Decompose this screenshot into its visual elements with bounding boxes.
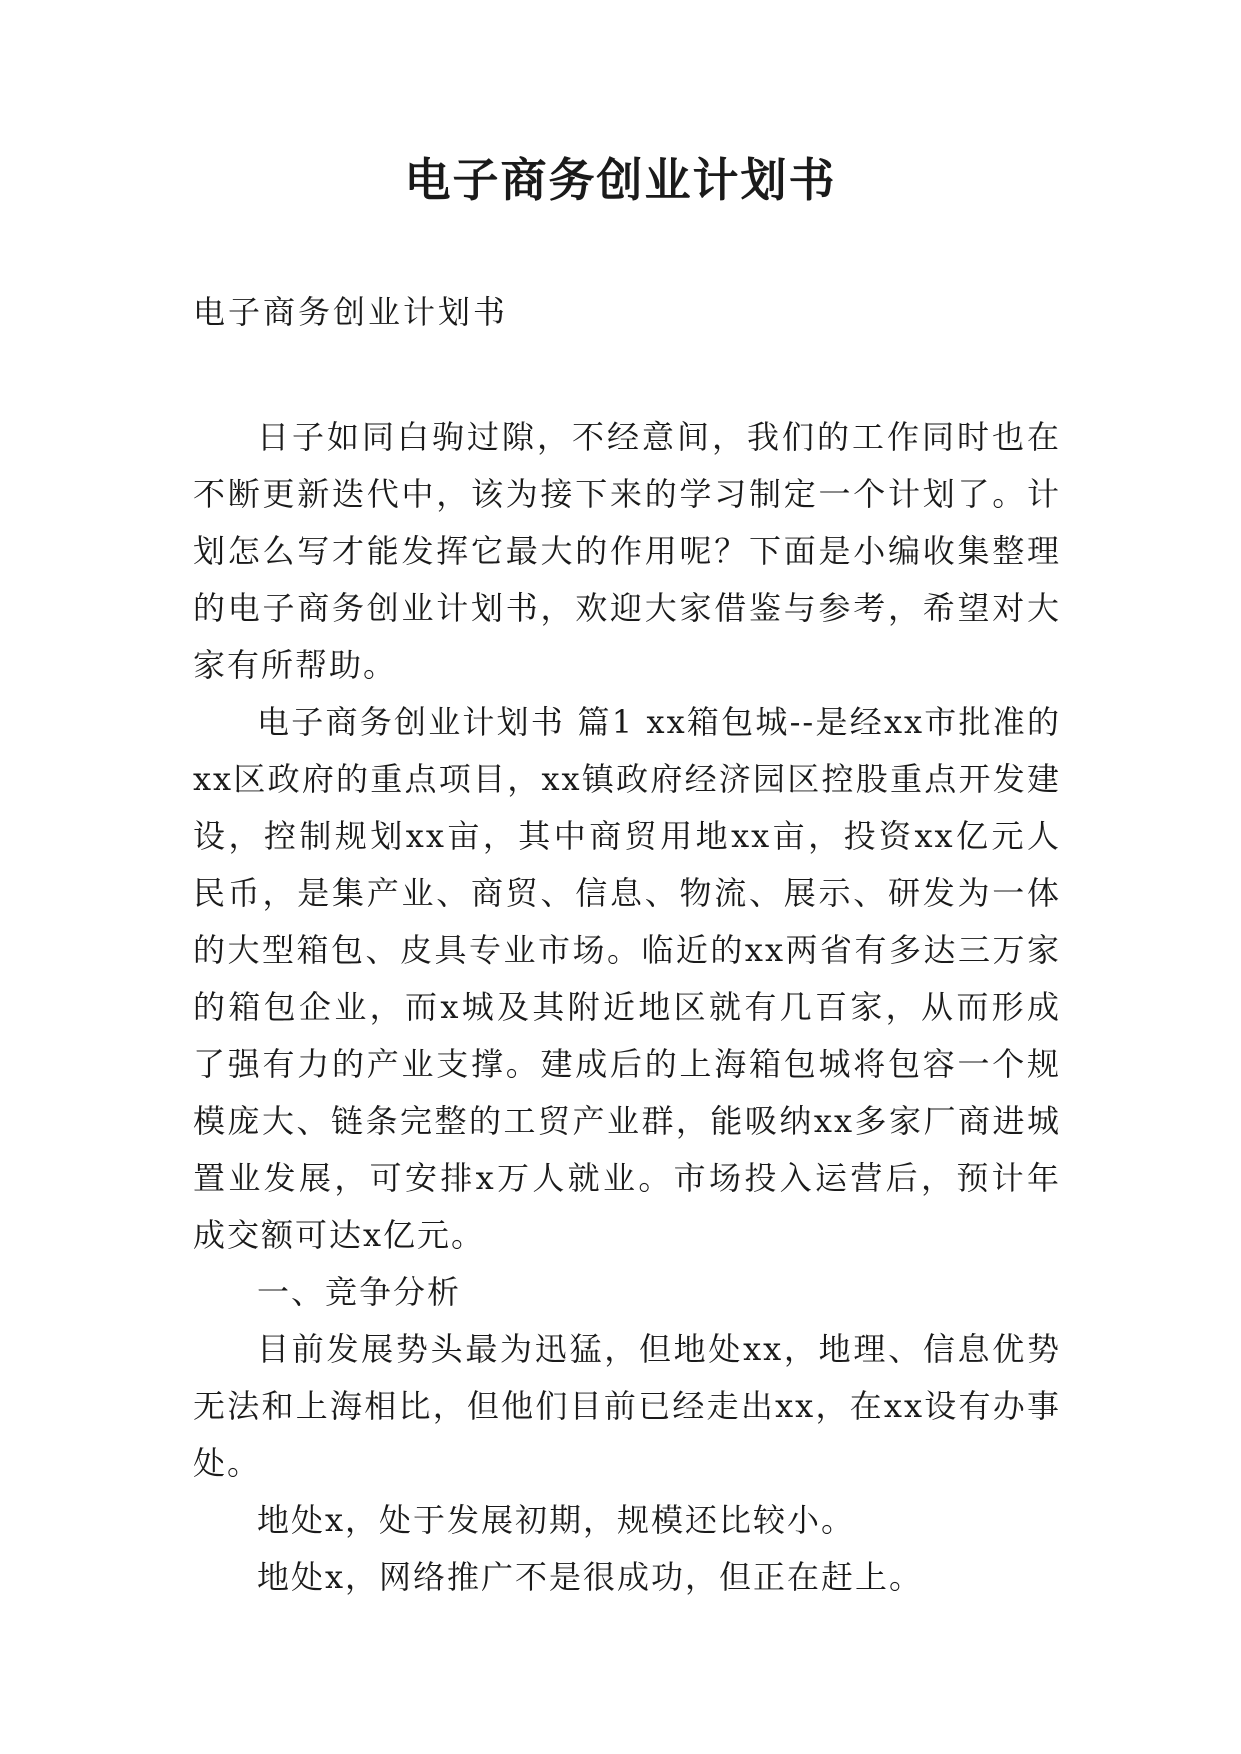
document-body — [193, 409, 1061, 1606]
paragraph-intro: 日子如同白驹过隙，不经意间，我们的工作同时也在不断更新迭代中，该为接下来的学习制定一个计划了。计划怎么写才能发挥它最大的作用呢？下面是小编收集整理的电子商务创业计划书，欢迎大家借鉴与参考，希望对大家有所帮助。 — [193, 418, 1061, 684]
paragraph-section-1: 电子商务创业计划书 篇1 xx箱包城--是经xx市批准的xx区政府的重点项目，xx镇政府经济园区控股重点开发建设，控制规划xx亩，其中商贸用地xx亩，投资xx亿元人民币，是集产业、商贸、信息、物流、展示、研发为一体的大型箱包、皮具专业市场。临近的xx两省有多达三万家的箱包企业，而x城及其附近地区就有几百家，从而形成了强有力的产业支撑。建成后的上海箱包城将包容一个规模庞大、链条完整的工贸产业群，能吸纳xx多家厂商进城置业发展，可安排x万人就业。市场投入运营后，预计年成交额可达x亿元。 — [193, 703, 1061, 1254]
document-title: 电子商务创业计划书 — [404, 153, 837, 207]
heading-competition-analysis: 一、竞争分析 — [257, 1273, 462, 1311]
paragraph-competitor-1: 目前发展势头最为迅猛，但地处xx，地理、信息优势无法和上海相比，但他们目前已经走出xx，在xx设有办事处。 — [193, 1330, 1061, 1482]
paragraph-competitor-2: 地处x，处于发展初期，规模还比较小。 — [257, 1501, 856, 1539]
document-subtitle: 电子商务创业计划书 — [193, 293, 509, 331]
paragraph-competitor-3: 地处x，网络推广不是很成功，但正在赶上。 — [257, 1558, 924, 1596]
